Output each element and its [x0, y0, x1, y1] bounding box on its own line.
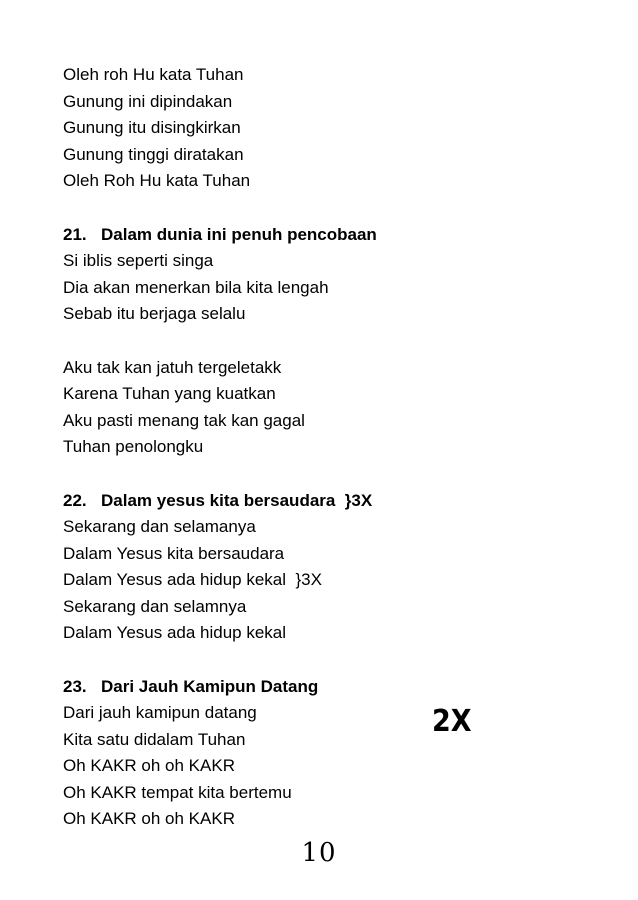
song-23-heading — [63, 674, 483, 701]
song-22 — [63, 488, 483, 647]
lyric-line: Gunung tinggi diratakan — [63, 144, 244, 164]
lyric-line: Karena Tuhan yang kuatkan — [63, 384, 276, 403]
stanza-gap — [63, 461, 483, 488]
song-23 — [63, 674, 483, 833]
stanza-gap — [63, 328, 483, 355]
lyric-line: Oleh roh Hu kata Tuhan — [63, 65, 244, 84]
intro-stanza — [63, 62, 483, 195]
lyric-line: Dia akan menerkan bila kita lengah — [63, 277, 329, 297]
lyric-line: Oh KAKR oh oh KAKR — [63, 756, 235, 775]
lyric-line: Sebab itu berjaga selalu — [63, 304, 246, 323]
lyric-line: Oh KAKR oh oh KAKR — [63, 809, 235, 828]
lyric-line: Oleh Roh Hu kata Tuhan — [63, 171, 251, 190]
repeat-marker: 2X — [432, 704, 472, 739]
song-title: Dalam yesus kita bersaudara }3X — [101, 490, 373, 510]
lyric-line: Dari jauh kamipun datang — [63, 703, 257, 722]
song-title: Dari Jauh Kamipun Datang — [101, 676, 319, 696]
lyric-line: Tuhan penolongku — [63, 437, 204, 456]
lyric-line: Aku pasti menang tak kan gagal — [63, 410, 305, 430]
song-number: 22. — [63, 490, 87, 510]
lyric-line: Si iblis seperti singa — [63, 251, 214, 270]
lyrics-content — [63, 62, 483, 833]
song-21-heading — [63, 222, 483, 249]
stanza-gap — [63, 647, 483, 674]
song-number: 21. — [63, 224, 87, 244]
lyric-line: Oh KAKR tempat kita bertemu — [63, 782, 292, 802]
song-21 — [63, 222, 483, 461]
lyric-line: Sekarang dan selamanya — [63, 517, 256, 536]
stanza-gap — [63, 195, 483, 222]
song-title: Dalam dunia ini penuh pencobaan — [101, 224, 377, 244]
song-22-heading — [63, 488, 483, 515]
page-number: 10 — [301, 838, 337, 868]
lyric-line: Sekarang dan selamnya — [63, 596, 247, 616]
lyric-line: Gunung itu disingkirkan — [63, 118, 241, 137]
lyric-line: Gunung ini dipindakan — [63, 91, 233, 111]
lyric-line: Kita satu didalam Tuhan — [63, 729, 246, 749]
lyric-line: Dalam Yesus ada hidup kekal — [63, 623, 287, 642]
lyric-line: Aku tak kan jatuh tergeletakk — [63, 357, 282, 377]
lyric-line: Dalam Yesus kita bersaudara — [63, 543, 285, 563]
lyric-line: Dalam Yesus ada hidup kekal }3X — [63, 570, 322, 589]
song-number: 23. — [63, 676, 87, 696]
